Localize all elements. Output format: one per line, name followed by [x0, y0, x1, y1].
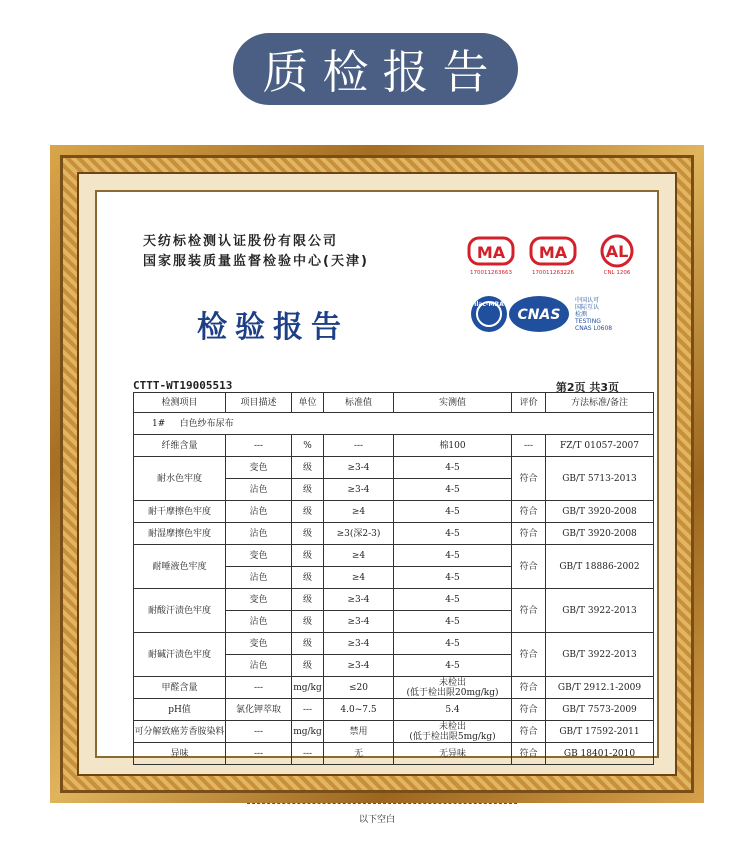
report-number: CTTT-WT19005513 — [133, 379, 233, 392]
table-cell: GB/T 2912.1-2009 — [546, 677, 654, 699]
table-cell: ≥3-4 — [324, 655, 394, 677]
svg-text:中国认可: 中国认可 — [575, 297, 600, 304]
table-row — [134, 589, 654, 611]
svg-text:CNAS L0608: CNAS L0608 — [575, 325, 613, 332]
table-cell: 4-5 — [394, 633, 512, 655]
table-cell: ≥3(深2-3) — [324, 523, 394, 545]
table-cell: 5.4 — [394, 699, 512, 721]
table-cell: 变色 — [226, 545, 292, 567]
table-cell: 符合 — [512, 743, 546, 765]
table-cell: 沾色 — [226, 611, 292, 633]
ilac-mra-icon — [471, 296, 507, 332]
table-cell: 4-5 — [394, 545, 512, 567]
footer-note: 以下空白 — [358, 815, 395, 825]
table-cell: --- — [226, 435, 292, 457]
table-cell: 4.0~7.5 — [324, 699, 394, 721]
ma1-code: 170011263663 — [470, 270, 512, 276]
table-cell: 符合 — [512, 721, 546, 743]
svg-text:AL: AL — [605, 242, 629, 261]
table-cell: 级 — [292, 655, 324, 677]
table-cell: 耐唾液色牢度 — [134, 545, 226, 589]
table-cell — [134, 413, 654, 435]
table-cell: 氯化钾萃取 — [226, 699, 292, 721]
org-line-2: 国家服装质量监督检验中心(天津) — [143, 254, 369, 269]
table-row — [134, 677, 654, 699]
table-row — [134, 501, 654, 523]
cnas-side-text — [574, 296, 612, 332]
table-row — [134, 435, 654, 457]
table-cell: 沾色 — [226, 501, 292, 523]
table-cell: ≥3-4 — [324, 633, 394, 655]
svg-text:MA: MA — [476, 243, 506, 262]
table-row — [134, 633, 654, 655]
table-cell: 耐水色牢度 — [134, 457, 226, 501]
table-cell: 4-5 — [394, 501, 512, 523]
svg-text:检测: 检测 — [575, 311, 588, 318]
table-cell: GB/T 17592-2011 — [546, 721, 654, 743]
table-cell: 甲醛含量 — [134, 677, 226, 699]
sample-row — [134, 413, 654, 435]
table-cell: 耐湿摩擦色牢度 — [134, 523, 226, 545]
table-cell: 未检出 (低于检出限5mg/kg) — [394, 721, 512, 743]
footer-divider — [247, 803, 517, 804]
table-cell: 符合 — [512, 633, 546, 677]
table-row — [134, 699, 654, 721]
column-header: 项目描述 — [226, 393, 292, 413]
table-cell: 禁用 — [324, 721, 394, 743]
table-row — [134, 721, 654, 743]
svg-text:TESTING: TESTING — [575, 318, 601, 325]
table-cell: pH值 — [134, 699, 226, 721]
organization-name — [143, 232, 369, 272]
table-cell: 变色 — [226, 633, 292, 655]
cal-mark-icon — [602, 236, 632, 276]
table-cell: ≥4 — [324, 501, 394, 523]
cnas-logo-icon — [509, 296, 569, 332]
table-cell: FZ/T 01057-2007 — [546, 435, 654, 457]
table-cell: 级 — [292, 611, 324, 633]
table-cell: 符合 — [512, 457, 546, 501]
table-cell: 符合 — [512, 523, 546, 545]
table-cell: 棉100 — [394, 435, 512, 457]
table-row — [134, 457, 654, 479]
table-cell: 4-5 — [394, 567, 512, 589]
table-cell: GB/T 3920-2008 — [546, 523, 654, 545]
table-cell: 沾色 — [226, 567, 292, 589]
table-cell: 变色 — [226, 589, 292, 611]
table-cell: GB/T 18886-2002 — [546, 545, 654, 589]
table-cell: 级 — [292, 457, 324, 479]
table-row — [134, 545, 654, 567]
table-cell: 耐酸汗渍色牢度 — [134, 589, 226, 633]
column-header: 方法标准/备注 — [546, 393, 654, 413]
table-cell: mg/kg — [292, 721, 324, 743]
table-row — [134, 523, 654, 545]
page-title: 质检报告 — [262, 45, 503, 99]
table-cell: 符合 — [512, 677, 546, 699]
table-cell: 符合 — [512, 589, 546, 633]
table-cell: GB/T 3920-2008 — [546, 501, 654, 523]
cal-code: CNL 1206 — [603, 270, 631, 276]
table-cell: ≤20 — [324, 677, 394, 699]
table-cell: --- — [226, 721, 292, 743]
table-cell: 符合 — [512, 501, 546, 523]
column-header: 评价 — [512, 393, 546, 413]
table-row — [134, 743, 654, 765]
table-cell: --- — [512, 435, 546, 457]
report-document — [95, 190, 659, 825]
table-cell: mg/kg — [292, 677, 324, 699]
column-header: 检测项目 — [134, 393, 226, 413]
table-cell: 无异味 — [394, 743, 512, 765]
column-header: 单位 — [292, 393, 324, 413]
table-cell: 级 — [292, 523, 324, 545]
table-cell: ≥3-4 — [324, 589, 394, 611]
table-cell: 未检出 (低于检出限20mg/kg) — [394, 677, 512, 699]
sample-number: 1# — [152, 418, 166, 429]
table-cell: 符合 — [512, 545, 546, 589]
table-cell: 级 — [292, 545, 324, 567]
table-cell: 异味 — [134, 743, 226, 765]
column-header: 标准值 — [324, 393, 394, 413]
table-cell: 4-5 — [394, 611, 512, 633]
table-cell: 沾色 — [226, 523, 292, 545]
svg-text:MA: MA — [538, 243, 568, 262]
svg-text:国际互认: 国际互认 — [575, 304, 600, 311]
table-cell: --- — [292, 743, 324, 765]
table-cell: 变色 — [226, 457, 292, 479]
page-info: 第2页 共3页 — [555, 381, 619, 394]
certification-marks — [467, 234, 647, 354]
table-cell: 级 — [292, 479, 324, 501]
table-cell: GB/T 3922-2013 — [546, 589, 654, 633]
table-cell: 无 — [324, 743, 394, 765]
table-cell: GB/T 5713-2013 — [546, 457, 654, 501]
table-cell: 4-5 — [394, 523, 512, 545]
table-cell: 级 — [292, 567, 324, 589]
table-cell: 沾色 — [226, 479, 292, 501]
table-cell: 级 — [292, 633, 324, 655]
table-cell: ≥3-4 — [324, 611, 394, 633]
ma2-code: 170011263226 — [532, 270, 574, 276]
column-header: 实测值 — [394, 393, 512, 413]
table-cell: GB/T 7573-2009 — [546, 699, 654, 721]
table-cell: 级 — [292, 589, 324, 611]
table-cell: 耐干摩擦色牢度 — [134, 501, 226, 523]
table-cell: ≥4 — [324, 545, 394, 567]
sample-name: 白色纱布尿布 — [179, 418, 234, 429]
cma-mark-2-icon — [531, 238, 575, 276]
org-line-1: 天纺标检测认证股份有限公司 — [143, 234, 339, 249]
table-cell: --- — [292, 699, 324, 721]
table-cell: 可分解致癌芳香胺染料 — [134, 721, 226, 743]
table-cell: 4-5 — [394, 479, 512, 501]
page-title-pill — [233, 33, 518, 105]
table-cell: ≥3-4 — [324, 479, 394, 501]
table-cell: --- — [324, 435, 394, 457]
table-cell: --- — [226, 743, 292, 765]
frame-border — [60, 155, 694, 825]
table-cell: GB/T 3922-2013 — [546, 633, 654, 677]
table-cell: 级 — [292, 501, 324, 523]
frame-mat — [77, 172, 677, 825]
table-cell: --- — [226, 677, 292, 699]
inspection-table — [133, 392, 654, 765]
table-cell: % — [292, 435, 324, 457]
table-cell: 4-5 — [394, 457, 512, 479]
table-cell: GB 18401-2010 — [546, 743, 654, 765]
table-cell: 4-5 — [394, 589, 512, 611]
table-cell: ≥3-4 — [324, 457, 394, 479]
cnas-text: CNAS — [517, 307, 561, 323]
cma-mark-1-icon — [469, 238, 513, 276]
ilac-text: ilac-MRA — [474, 301, 504, 308]
table-cell: 符合 — [512, 699, 546, 721]
document-title: 检验报告 — [197, 310, 349, 345]
table-cell: 4-5 — [394, 655, 512, 677]
table-cell: ≥4 — [324, 567, 394, 589]
table-header-row — [134, 393, 654, 413]
table-cell: 纤维含量 — [134, 435, 226, 457]
table-cell: 耐碱汗渍色牢度 — [134, 633, 226, 677]
gold-frame — [50, 145, 704, 825]
table-cell: 沾色 — [226, 655, 292, 677]
